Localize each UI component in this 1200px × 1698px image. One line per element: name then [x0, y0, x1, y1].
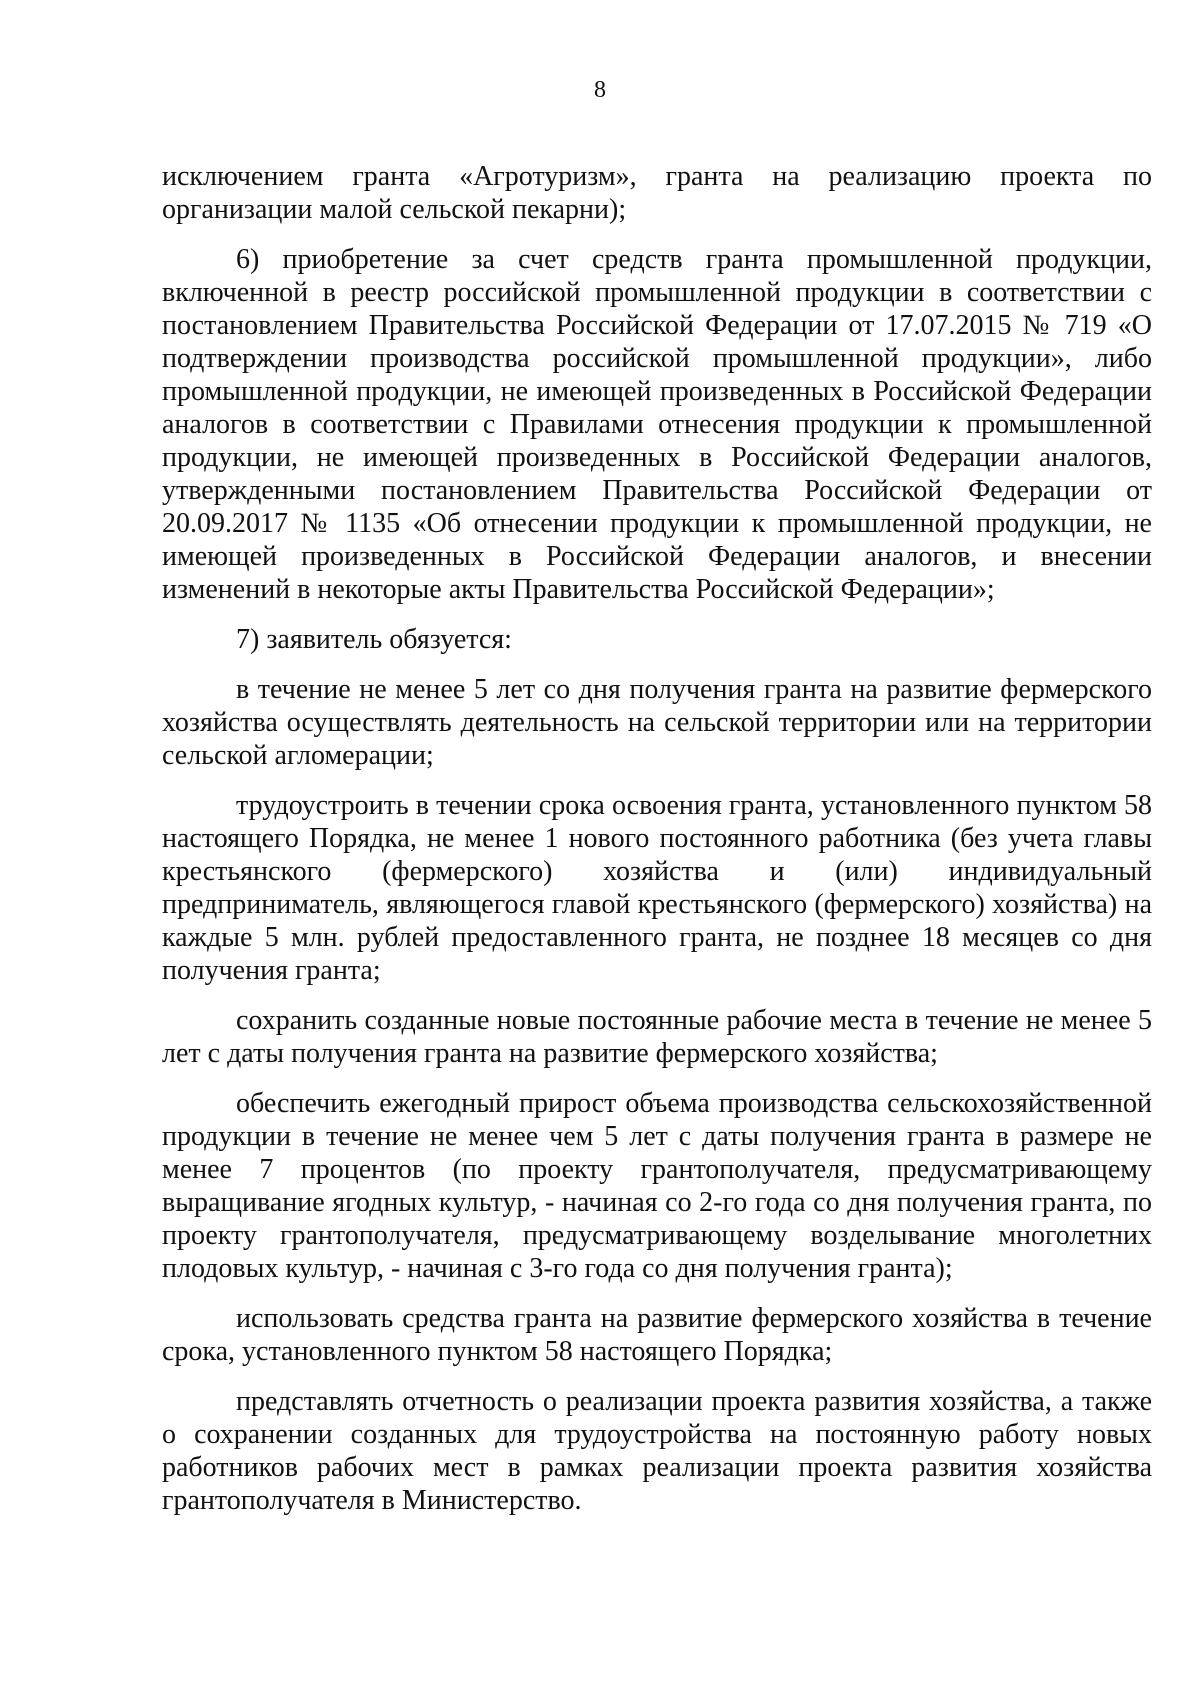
paragraph-obligation-production-growth: обеспечить ежегодный прирост объема производства сельскохозяйственной продукции в течение не менее чем 5 лет с даты получения гранта в размере не менее 7 процентов (по проекту грантополучателя, предусматривающему выращивание ягодных культур, - начиная со 2-го года со дня получения гранта, по проекту грантополучателя, предусматривающему возделывание многолетних плодовых культур, - начиная с 3-го года со дня получения гранта);: [162, 1088, 1152, 1284]
paragraph-obligation-activity: в течение не менее 5 лет со дня получения гранта на развитие фермерского хозяйства осуществлять деятельность на сельской территории или на территории сельской агломерации;: [162, 674, 1152, 771]
paragraph-item-6: 6) приобретение за счет средств гранта промышленной продукции, включенной в реестр российской промышленной продукции в соответствии с постановлением Правительства Российской Федерации от 17.07.2015 № 719 «О подтверждении производства российской промышленной продукции», либо промышленной продукции, не имеющей произведенных в Российской Федерации аналогов в соответствии с Правилами отнесения продукции к промышленной продукции, не имеющей произведенных в Российской Федерации аналогов, утвержденными постановлением Правительства Российской Федерации от 20.09.2017 № 1135 «Об отнесении продукции к промышленной продукции, не имеющей произведенных в Российской Федерации аналогов, и внесении изменений в некоторые акты Правительства Российской Федерации»;: [162, 244, 1152, 605]
paragraph-obligation-use-funds: использовать средства гранта на развитие фермерского хозяйства в течение срока, установленного пунктом 58 настоящего Порядка;: [162, 1303, 1152, 1367]
paragraph-obligation-reporting: представлять отчетность о реализации проекта развития хозяйства, а также о сохранении созданных для трудоустройства на постоянную работу новых работников рабочих мест в рамках реализации проекта развития хозяйства грантополучателя в Министерство.: [162, 1386, 1152, 1516]
page-number: 8: [594, 77, 606, 103]
paragraph-continuation: исключением гранта «Агротуризм», гранта на реализацию проекта по организации малой сельской пекарни);: [162, 161, 1152, 225]
document-body: [162, 160, 1152, 1517]
paragraph-obligation-employment: трудоустроить в течении срока освоения гранта, установленного пунктом 58 настоящего Порядка, не менее 1 нового постоянного работника (без учета главы крестьянского (фермерского) хозяйства и (или) индивидуальный предприниматель, являющегося главой крестьянского (фермерского) хозяйства) на каждые 5 млн. рублей предоставленного гранта, не позднее 18 месяцев со дня получения гранта;: [162, 790, 1152, 986]
paragraph-item-7: 7) заявитель обязуется:: [236, 624, 512, 655]
paragraph-obligation-keep-jobs: сохранить созданные новые постоянные рабочие места в течение не менее 5 лет с даты получения гранта на развитие фермерского хозяйства;: [162, 1005, 1152, 1069]
